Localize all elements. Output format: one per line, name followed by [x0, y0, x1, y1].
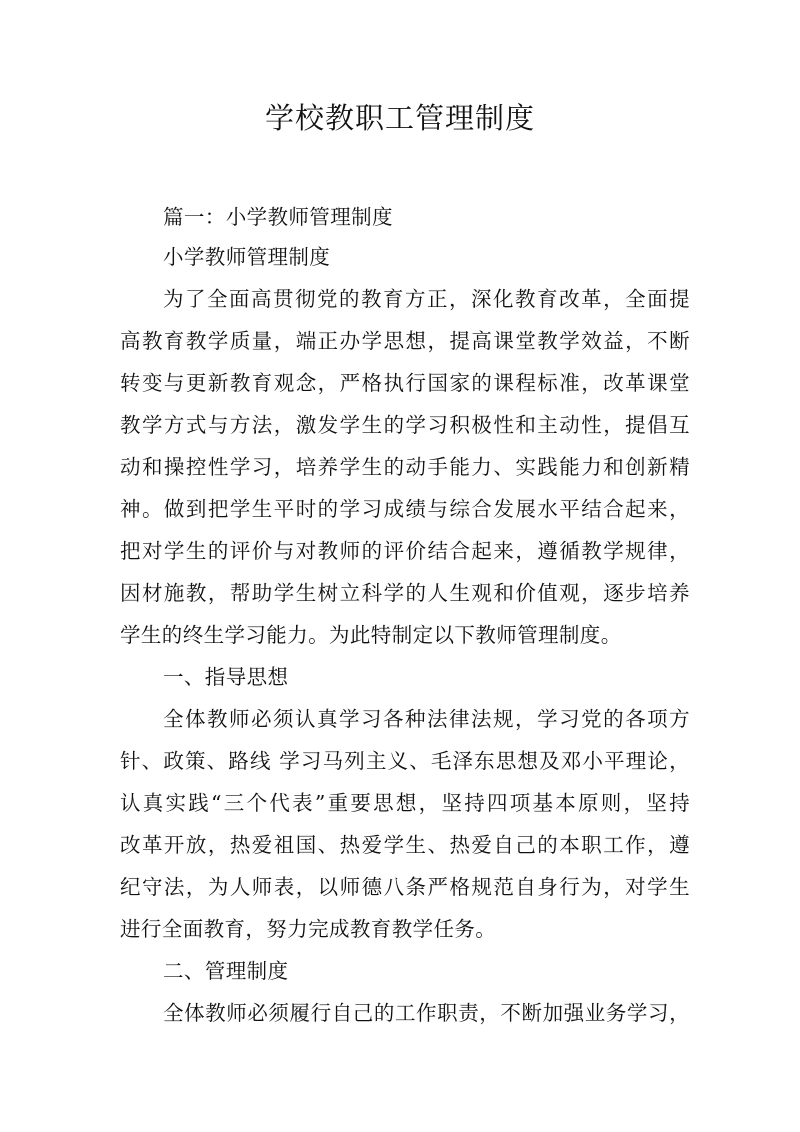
paragraph-line: 神。做到把学生平时的学习成绩与综合发展水平结合起来， [120, 497, 690, 521]
paragraph-line: 全体教师必须认真学习各种法律法规，学习党的各项方 [163, 707, 690, 731]
paragraph-line: 针、政策、路线 学习马列主义、毛泽东思想及邓小平理论， [120, 749, 690, 773]
paragraph-line: 因材施教，帮助学生树立科学的人生观和价值观，逐步培养 [120, 581, 690, 605]
section-heading-part-one: 篇一：小学教师管理制度 [163, 205, 393, 229]
paragraph-line: 教学方式与方法，激发学生的学习积极性和主动性，提倡互 [120, 413, 690, 437]
paragraph-line: 为了全面高贯彻党的教育方正，深化教育改革，全面提 [163, 287, 690, 311]
paragraph-line: 动和操控性学习，培养学生的动手能力、实践能力和创新精 [120, 455, 690, 479]
paragraph-line: 把对学生的评价与对教师的评价结合起来，遵循教学规律， [120, 539, 690, 563]
section-heading-guiding-thought: 一、指导思想 [163, 665, 289, 689]
paragraph-line: 学生的终生学习能力。为此特制定以下教师管理制度。 [120, 623, 622, 647]
paragraph-line: 高教育教学质量，端正办学思想，提高课堂教学效益，不断 [120, 329, 690, 353]
paragraph-line: 纪守法，为人师表，以师德八条严格规范自身行为，对学生 [120, 875, 690, 899]
subheading: 小学教师管理制度 [163, 245, 331, 269]
document-title: 学校教职工管理制度 [264, 101, 535, 135]
paragraph-line: 进行全面教育，努力完成教育教学任务。 [120, 917, 497, 941]
section-heading-management-system: 二、管理制度 [163, 959, 289, 983]
paragraph-line: 改革开放，热爱祖国、热爱学生、热爱自己的本职工作，遵 [120, 833, 690, 857]
paragraph-line: 认真实践“三个代表”重要思想，坚持四项基本原则，坚持 [120, 791, 690, 815]
paragraph-line: 转变与更新教育观念，严格执行国家的课程标准，改革课堂 [120, 371, 690, 395]
paragraph-line: 全体教师必须履行自己的工作职责，不断加强业务学习， [163, 1001, 690, 1025]
